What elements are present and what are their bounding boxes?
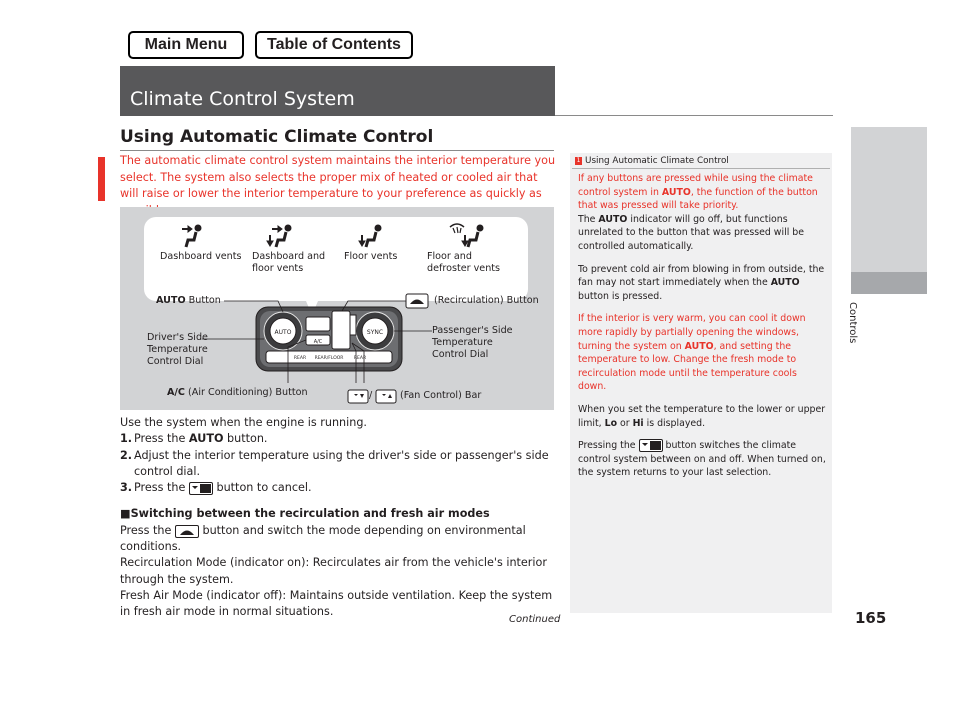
ac-keyword: A/C	[167, 387, 185, 398]
sidebar-heading	[575, 156, 729, 166]
note-text: Pressing the	[578, 440, 639, 452]
note-text: The	[578, 213, 599, 225]
step-text: Press the	[134, 432, 189, 446]
note-text: If any buttons are pressed while using the climate control system in	[578, 173, 813, 198]
label-recirculation-button: (Recirculation) Button	[434, 295, 539, 306]
recirculation-mode-text: Recirculation Mode (indicator on): Recirculates air from the vehicle's interior through the system.	[120, 556, 547, 586]
main-menu-button[interactable]: Main Menu	[128, 31, 244, 59]
heading-divider	[120, 150, 554, 151]
recirculation-subheading: ■Switching between the recirculation and fresh air modes	[120, 507, 490, 521]
sidebar-heading-text: Using Automatic Climate Control	[585, 156, 729, 166]
note-text: button switches the climate control system between on and off. When turned on, the system returns to your last selection.	[578, 440, 826, 479]
step-3	[120, 480, 556, 496]
sidebar-note-priority	[578, 172, 828, 254]
intro-text: The automatic climate control system maintains the interior temperature you select. The system also selects the proper mix of heated or cooled air that will raise or lower the interior temperature to your preference as quickly as	[120, 154, 556, 200]
step-keyword: AUTO	[188, 432, 224, 446]
chapter-tab-active	[851, 272, 927, 294]
note-keyword: AUTO	[661, 186, 691, 198]
svg-text:SYNC: SYNC	[366, 329, 384, 336]
label-dashboard-floor-vents: Dashboard and floor vents	[252, 251, 326, 274]
sidebar-note-on-off	[578, 439, 828, 480]
note-keyword: AUTO	[770, 277, 800, 289]
page-title: Climate Control System	[120, 66, 555, 116]
reference-icon: 1	[576, 157, 581, 164]
note-keyword: AUTO	[684, 340, 714, 352]
step-text: Press the	[134, 481, 189, 495]
label-fan-control-bar: (Fan Control) Bar	[400, 390, 482, 401]
sidebar-divider	[572, 168, 830, 169]
step-number: 3.	[120, 481, 133, 495]
note-text: , and setting the temperature to low. Change the fresh mode to recirculation mode until the temperature cools down.	[578, 340, 797, 393]
label-ac-button	[167, 387, 308, 399]
label-passenger-dial: Passenger's Side Temperature Control Dial	[432, 325, 513, 360]
climate-control-figure	[120, 207, 554, 410]
sidebar-note-limits	[578, 403, 828, 430]
label-floor-vents: Floor vents	[344, 251, 398, 262]
side-tab-label: Controls	[847, 302, 858, 344]
steps-intro: Use the system when the engine is running.	[120, 416, 367, 429]
note-keyword: Hi	[632, 417, 644, 429]
label-floor-defroster-vents: Floor and defroster vents	[427, 251, 501, 274]
chapter-tab	[851, 127, 927, 292]
label-dashboard-vents: Dashboard vents	[160, 251, 242, 262]
label-auto-button	[156, 295, 221, 307]
step-2	[120, 448, 556, 481]
note-text: , the function of the button that was pressed will take priority.	[578, 186, 818, 212]
auto-button-suffix: Button	[185, 295, 221, 306]
step-number: 1.	[120, 432, 133, 446]
sidebar-note-cool-down	[578, 312, 828, 394]
recirculation-icon	[175, 525, 199, 538]
switch-text-post: button and switch the mode depending on environmental conditions.	[120, 523, 526, 554]
control-panel-drawing	[256, 307, 402, 371]
note-text: If the interior is very warm, you can cool it down more rapidly by partially opening the windows, turning the system on	[578, 313, 806, 352]
sidebar-body	[578, 172, 828, 489]
title-divider	[555, 115, 833, 116]
note-text: button is pressed.	[578, 290, 663, 302]
step-text: button to cancel.	[212, 481, 312, 495]
note-text: or	[617, 417, 633, 429]
intro-marker-bar	[98, 157, 105, 201]
on-off-icon	[639, 439, 663, 452]
note-text: When you set the temperature to the lower or upper limit,	[578, 403, 826, 429]
fresh-air-mode-text: Fresh Air Mode (indicator off): Maintains outside ventilation. Keep the system in fresh air mode in normal situations.	[120, 588, 553, 619]
note-text: indicator will go off, but functions unrelated to the button that was pressed will be controlled automatically.	[578, 213, 804, 252]
svg-text:REAR: REAR	[293, 356, 307, 361]
svg-text:REAR: REAR	[353, 356, 367, 361]
auto-keyword: AUTO	[156, 295, 186, 306]
step-text: Adjust the interior temperature using the driver's side or passenger's side control dial.	[134, 448, 549, 478]
step-number: 2.	[120, 448, 133, 462]
section-heading: Using Automatic Climate Control	[120, 127, 434, 147]
step-text: button.	[223, 432, 268, 446]
figure-drawing	[120, 207, 554, 410]
fan-separator: /	[369, 390, 373, 401]
fan-down-icon	[348, 390, 368, 403]
on-off-icon	[189, 482, 213, 495]
page-number: 165	[855, 609, 887, 627]
label-driver-dial: Driver's Side Temperature Control Dial	[147, 332, 208, 367]
fan-up-icon	[376, 390, 396, 403]
svg-text:AUTO: AUTO	[274, 329, 292, 336]
continued-label: Continued	[509, 614, 561, 625]
note-text: To prevent cold air from blowing in from outside, the fan may not start immediately when the	[578, 263, 825, 289]
switch-mode-text	[120, 523, 556, 556]
ac-button-suffix: (Air Conditioning) Button	[184, 387, 308, 398]
step-1	[120, 431, 556, 447]
note-keyword: AUTO	[598, 213, 628, 225]
sidebar-note-cold-air	[578, 263, 828, 304]
svg-text:A/C: A/C	[313, 339, 323, 345]
svg-text:REAR/FLOOR: REAR/FLOOR	[314, 356, 344, 361]
note-text: is displayed.	[643, 417, 706, 429]
instructions	[120, 415, 556, 621]
switch-text-pre: Press the	[120, 523, 175, 537]
note-keyword: Lo	[604, 417, 618, 429]
table-of-contents-button[interactable]: Table of Contents	[255, 31, 413, 59]
